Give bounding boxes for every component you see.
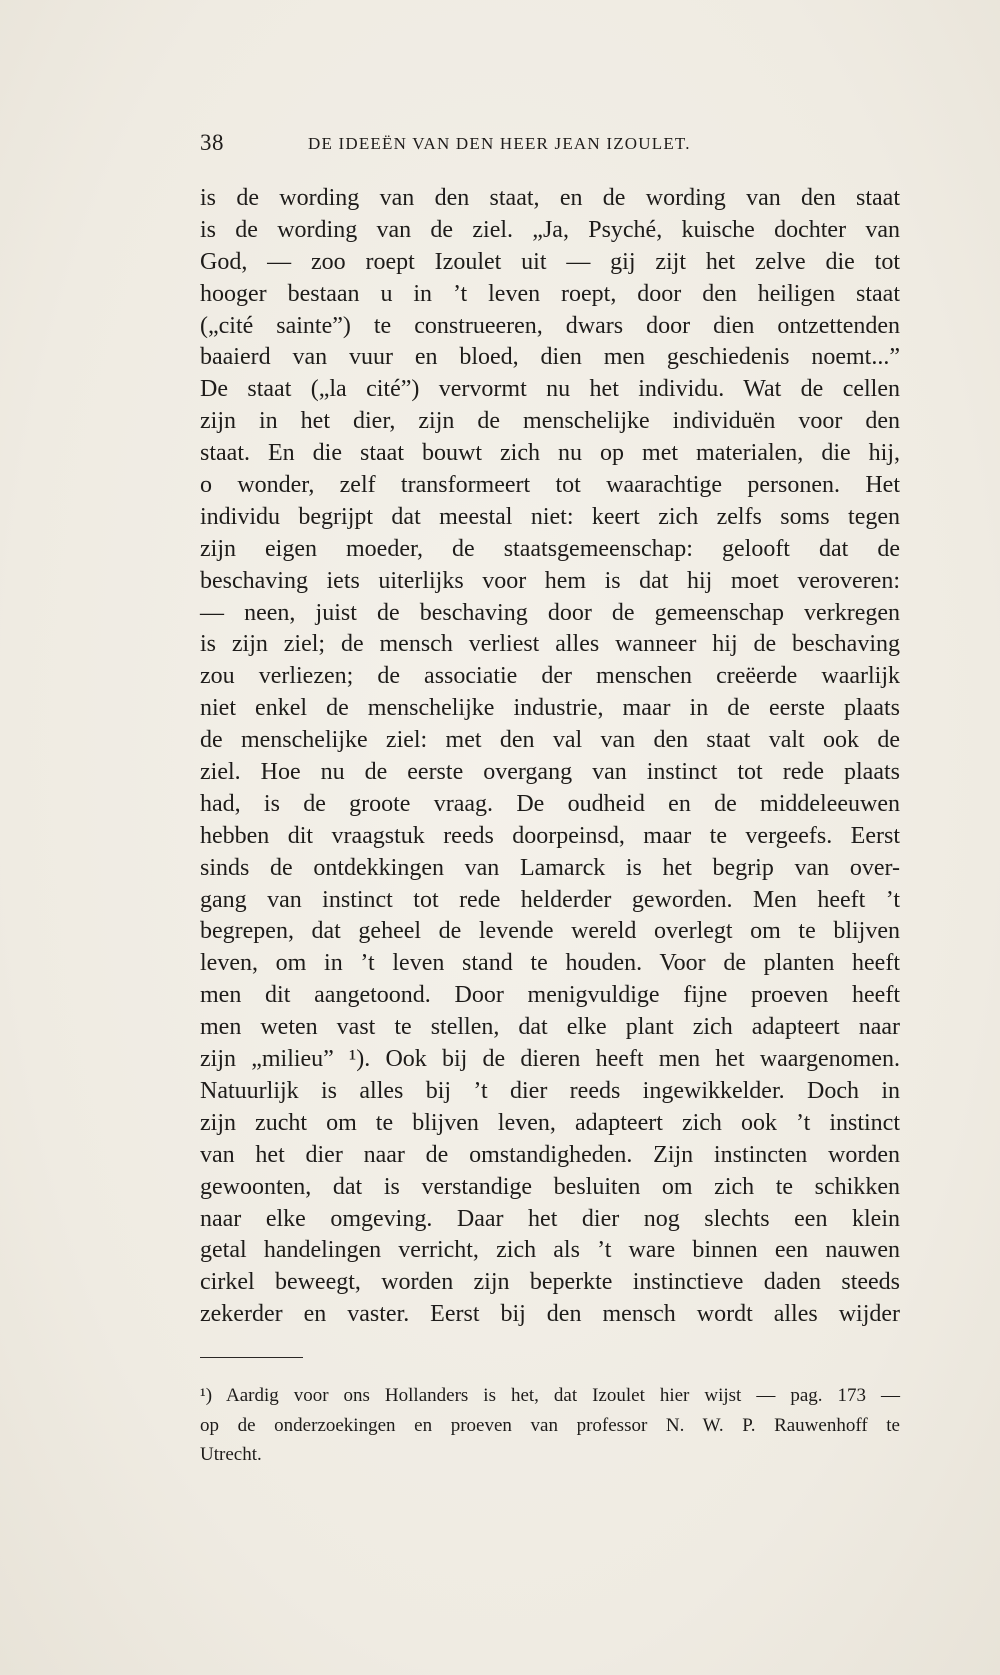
text-line: de menschelijke ziel: met den val van den staat valt ook de bbox=[200, 727, 900, 754]
text-line: hooger bestaan u in ’t leven roept, door den heiligen staat bbox=[200, 280, 900, 307]
text-line: is de wording van den staat, en de wording van den staat bbox=[200, 185, 900, 211]
body-text bbox=[200, 183, 900, 1331]
text-line: staat. En die staat bouwt zich nu op met materialen, die hij, bbox=[200, 440, 900, 467]
text-line: baaierd van vuur en bloed, dien men geschiedenis noemt...” bbox=[200, 344, 900, 371]
text-line: naar elke omgeving. Daar het dier nog slechts een klein bbox=[200, 1205, 900, 1232]
text-line: getal handelingen verricht, zich als ’t ware binnen een nauwen bbox=[200, 1237, 900, 1264]
text-line: God, — zoo roept Izoulet uit — gij zijt het zelve die tot bbox=[200, 248, 900, 275]
text-line: zekerder en vaster. Eerst bij den mensch wordt alles wijder bbox=[200, 1301, 900, 1328]
text-line: van het dier naar de omstandigheden. Zijn instincten worden bbox=[200, 1141, 900, 1168]
footnote-divider bbox=[200, 1357, 303, 1358]
text-line: men weten vast te stellen, dat elke plant zich adapteert naar bbox=[200, 1014, 900, 1041]
text-line: — neen, juist de beschaving door de gemeenschap verkregen bbox=[200, 599, 900, 626]
running-title: DE IDEEËN VAN DEN HEER JEAN IZOULET. bbox=[308, 134, 691, 153]
text-line: („cité sainte”) te construeeren, dwars door dien ontzettenden bbox=[200, 312, 900, 339]
page-number: 38 bbox=[200, 130, 224, 155]
text-line: is de wording van de ziel. „Ja, Psyché, kuische dochter van bbox=[200, 216, 900, 243]
text-line: individu begrijpt dat meestal niet: keert zich zelfs soms tegen bbox=[200, 503, 900, 530]
footnote bbox=[200, 1381, 900, 1470]
text-line: sinds de ontdekkingen van Lamarck is het begrip van over- bbox=[200, 854, 900, 881]
text-line: Natuurlijk is alles bij ’t dier reeds ingewikkelder. Doch in bbox=[200, 1077, 900, 1104]
footnote-line: ¹) Aardig voor ons Hollanders is het, dat Izoulet hier wijst — pag. 173 — bbox=[200, 1385, 900, 1406]
footnote-line: Utrecht. bbox=[200, 1444, 262, 1465]
text-line: zijn eigen moeder, de staatsgemeenschap: gelooft dat de bbox=[200, 535, 900, 562]
text-line: gang van instinct tot rede helderder geworden. Men heeft ’t bbox=[200, 886, 900, 913]
footnote-line: op de onderzoekingen en proeven van professor N. W. P. Rauwenhoff te bbox=[200, 1414, 900, 1436]
text-line: zou verliezen; de associatie der menschen creëerde waarlijk bbox=[200, 663, 900, 690]
text-line: hebben dit vraagstuk reeds doorpeinsd, maar te vergeefs. Eerst bbox=[200, 822, 900, 849]
text-line: De staat („la cité”) vervormt nu het individu. Wat de cellen bbox=[200, 376, 900, 403]
text-line: niet enkel de menschelijke industrie, maar in de eerste plaats bbox=[200, 695, 900, 722]
text-line: gewoonten, dat is verstandige besluiten om zich te schikken bbox=[200, 1173, 900, 1200]
text-line: o wonder, zelf transformeert tot waarachtige personen. Het bbox=[200, 472, 900, 499]
text-line: begrepen, dat geheel de levende wereld overlegt om te blijven bbox=[200, 918, 900, 945]
text-line: ziel. Hoe nu de eerste overgang van instinct tot rede plaats bbox=[200, 759, 900, 786]
text-line: beschaving iets uiterlijks voor hem is dat hij moet veroveren: bbox=[200, 567, 900, 594]
text-line: had, is de groote vraag. De oudheid en de middeleeuwen bbox=[200, 790, 900, 817]
text-line: leven, om in ’t leven stand te houden. Voor de planten heeft bbox=[200, 950, 900, 977]
page-header bbox=[200, 130, 900, 160]
text-line: is zijn ziel; de mensch verliest alles wanneer hij de beschaving bbox=[200, 631, 900, 658]
text-line: cirkel beweegt, worden zijn beperkte instinctieve daden steeds bbox=[200, 1269, 900, 1296]
text-line: zijn in het dier, zijn de menschelijke individuën voor den bbox=[200, 408, 900, 435]
text-line: zijn „milieu” ¹). Ook bij de dieren heeft men het waargenomen. bbox=[200, 1046, 900, 1073]
text-line: zijn zucht om te blijven leven, adapteert zich ook ’t instinct bbox=[200, 1109, 900, 1136]
text-line: men dit aangetoond. Door menigvuldige fijne proeven heeft bbox=[200, 982, 900, 1009]
